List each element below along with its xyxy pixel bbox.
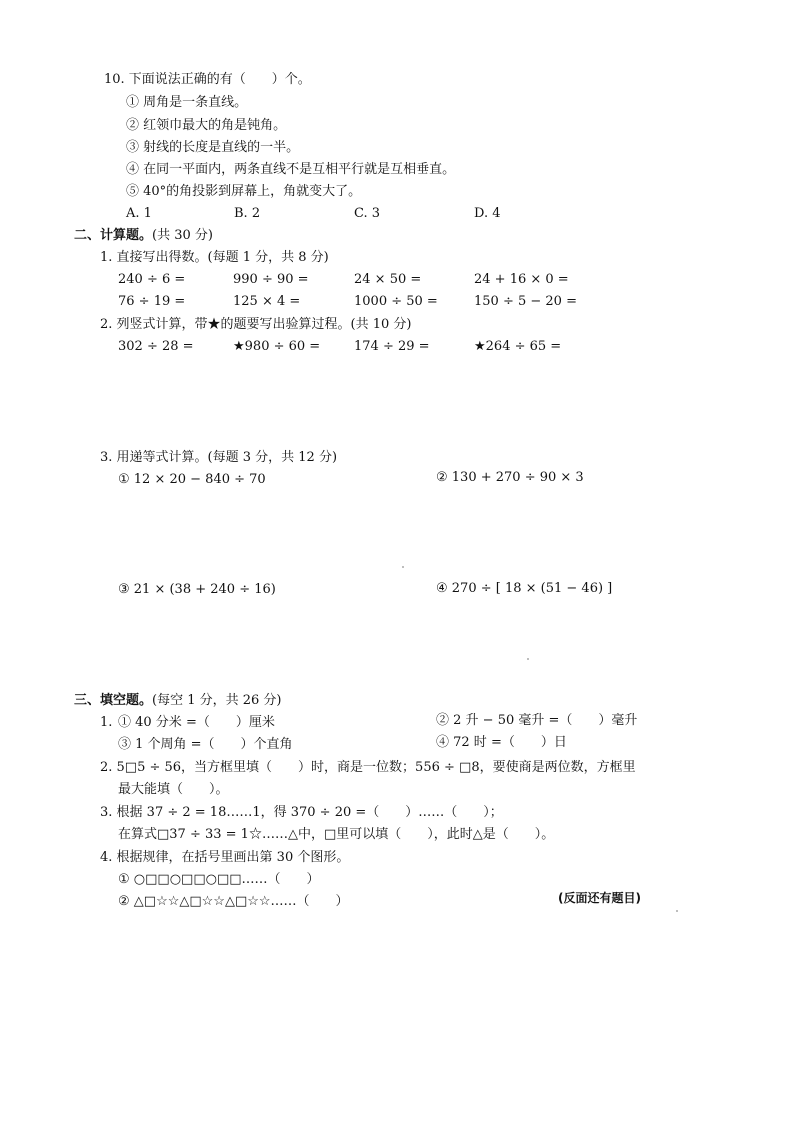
- q10-option-a: A. 1: [126, 206, 152, 221]
- back-page-note: (反面还有题目): [558, 891, 641, 905]
- s3-q4-seq2: ② △□☆☆△□☆☆△□☆☆……（ ）: [118, 894, 349, 909]
- s2-q1-r1-c3: 24 × 50 =: [354, 272, 422, 287]
- s2-q1-r2-c4: 150 ÷ 5 − 20 =: [474, 294, 577, 309]
- scan-speck: [676, 910, 678, 912]
- section2-heading: [74, 228, 213, 244]
- s3-q1-number: 1.: [100, 715, 113, 730]
- s2-q1-r1-c1: 240 ÷ 6 =: [118, 272, 186, 287]
- section3-heading: [74, 693, 282, 709]
- s2-q2-item-4: ★264 ÷ 65 =: [474, 339, 562, 354]
- s2-q1-r1-c4: 24 + 16 × 0 =: [474, 272, 569, 287]
- s3-q1-a: ① 40 分米 =（ ）厘米: [118, 715, 275, 730]
- s3-q2-line2: 最大能填（ ）。: [118, 782, 229, 797]
- s2-q3-item-3: ③ 21 × (38 + 240 ÷ 16): [118, 582, 276, 597]
- q10-item-5: ⑤ 40°的角投影到屏幕上，角就变大了。: [126, 184, 362, 199]
- section2-title-note: (共 30 分): [152, 228, 213, 243]
- section3-title: 三、填空题。: [74, 693, 153, 708]
- q10-item-4: ④ 在同一平面内，两条直线不是互相平行就是互相垂直。: [126, 162, 456, 177]
- s3-q1-c: ③ 1 个周角 =（ ）个直角: [118, 737, 293, 752]
- q10-item-2: ② 红领巾最大的角是钝角。: [126, 118, 287, 133]
- s2-q1-r1-c2: 990 ÷ 90 =: [233, 272, 309, 287]
- section2-title: 二、计算题。: [74, 228, 153, 243]
- s2-q2-item-2: ★980 ÷ 60 =: [233, 339, 321, 354]
- s2-q1-stem: 1. 直接写出得数。(每题 1 分，共 8 分): [100, 250, 329, 265]
- s3-q3-line2: 在算式□37 ÷ 33 = 1☆……△中，□里可以填（ ），此时△是（ ）。: [118, 827, 555, 842]
- s3-q3-line1: 3. 根据 37 ÷ 2 = 18……1，得 370 ÷ 20 =（ ）……（ ）；: [100, 805, 503, 820]
- q10-item-3: ③ 射线的长度是直线的一半。: [126, 140, 300, 155]
- q10-option-b: B. 2: [234, 206, 261, 221]
- s3-q4-seq1: ① ○□□○□□○□□……（ ）: [118, 872, 320, 887]
- q10-stem: 10. 下面说法正确的有（ ）个。: [104, 72, 311, 87]
- s2-q3-item-4: ④ 270 ÷ [ 18 × (51 − 46) ]: [436, 581, 613, 596]
- scan-speck: [402, 566, 404, 568]
- q10-item-1: ① 周角是一条直线。: [126, 95, 248, 110]
- section3-title-note: (每空 1 分，共 26 分): [152, 693, 282, 708]
- s3-q1-b: ② 2 升 − 50 毫升 =（ ）毫升: [436, 713, 638, 728]
- q10-option-d: D. 4: [474, 206, 501, 221]
- s2-q3-stem: 3. 用递等式计算。(每题 3 分，共 12 分): [100, 450, 338, 465]
- s2-q1-r2-c3: 1000 ÷ 50 =: [354, 294, 438, 309]
- s3-q4-stem: 4. 根据规律，在括号里画出第 30 个图形。: [100, 850, 350, 865]
- s2-q2-item-1: 302 ÷ 28 =: [118, 339, 194, 354]
- q10-option-c: C. 3: [354, 206, 381, 221]
- s2-q2-item-3: 174 ÷ 29 =: [354, 339, 430, 354]
- scan-speck: [527, 658, 529, 660]
- s2-q3-item-1: ① 12 × 20 − 840 ÷ 70: [118, 472, 266, 487]
- s3-q2-line1: 2. 5□5 ÷ 56，当方框里填（ ）时，商是一位数；556 ÷ □8，要使商是两位数，方框里: [100, 760, 636, 775]
- s2-q1-r2-c1: 76 ÷ 19 =: [118, 294, 186, 309]
- s2-q1-r2-c2: 125 × 4 =: [233, 294, 301, 309]
- s3-q1-d: ④ 72 时 =（ ）日: [436, 735, 567, 750]
- s2-q3-item-2: ② 130 + 270 ÷ 90 × 3: [436, 470, 584, 485]
- s2-q2-stem: 2. 列竖式计算，带★的题要写出验算过程。(共 10 分): [100, 317, 412, 332]
